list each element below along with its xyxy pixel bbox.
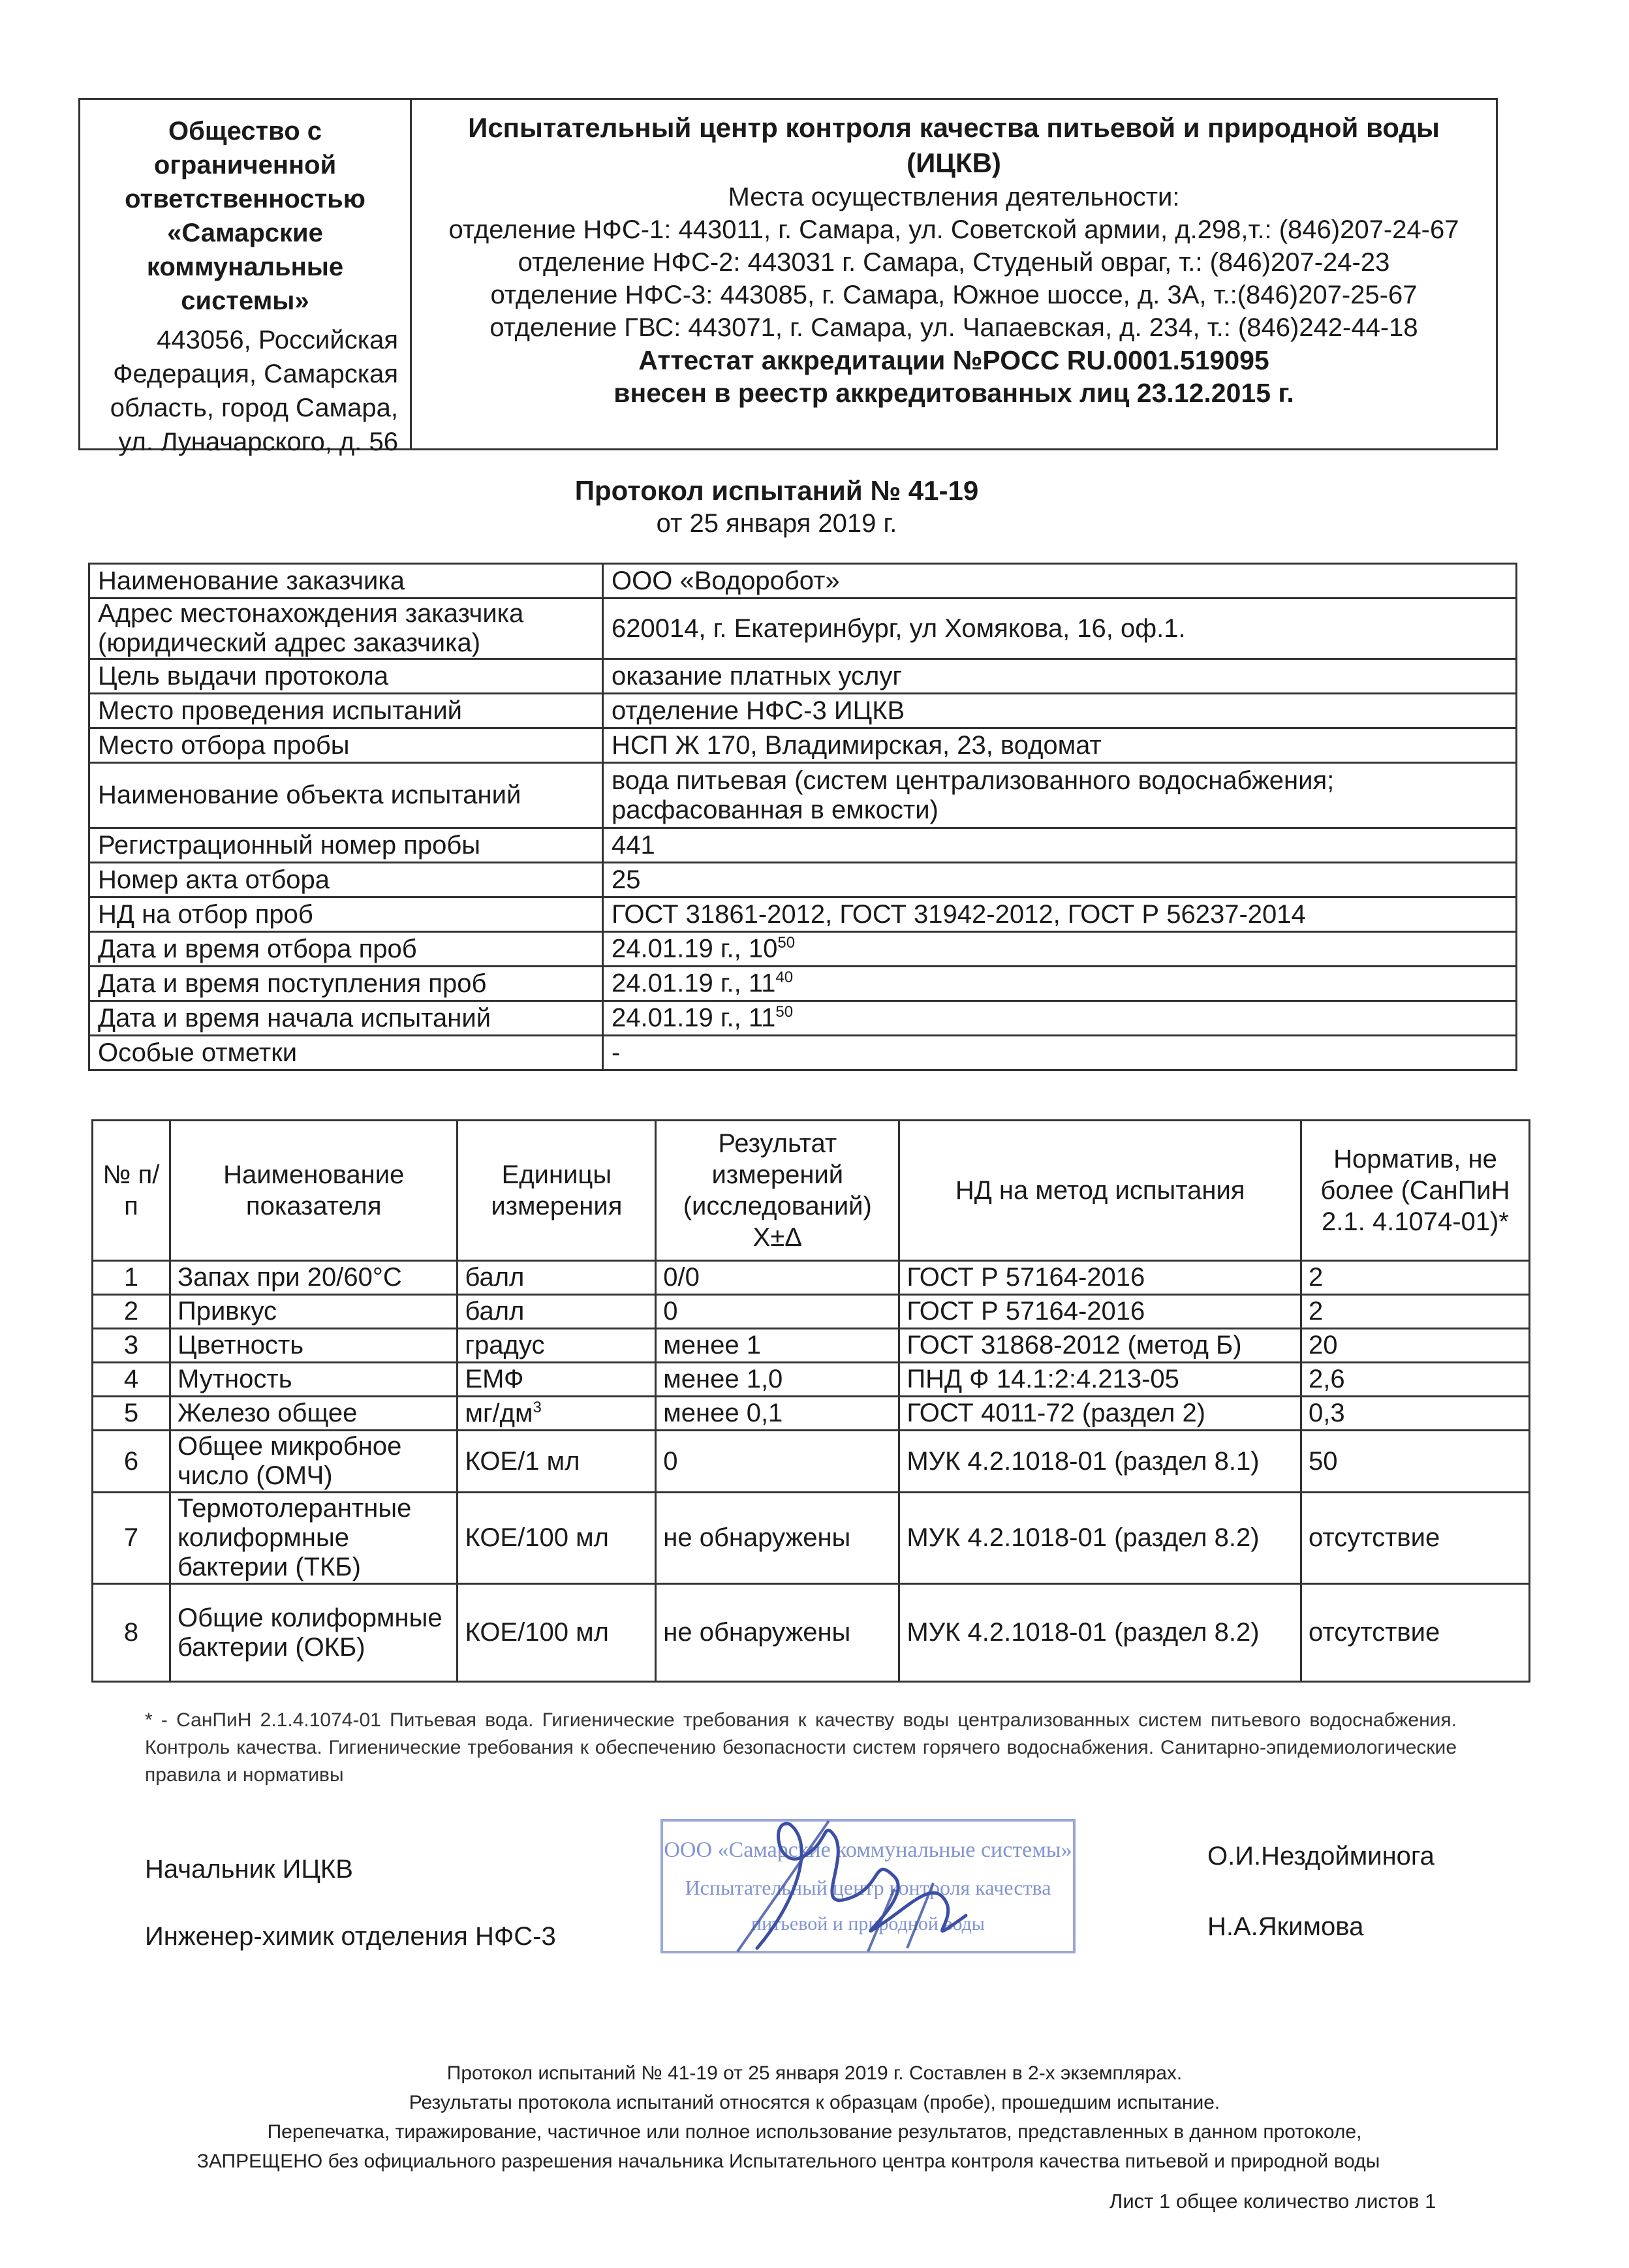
result-row	[93, 1363, 1530, 1397]
result-cell-method	[899, 1329, 1301, 1363]
result-name: Общее микробное число (ОМЧ)	[177, 1432, 402, 1490]
result-cell-method	[899, 1431, 1301, 1493]
info-value	[603, 897, 1517, 932]
result-cell-unit	[458, 1397, 656, 1431]
result-norm: 2	[1308, 1263, 1324, 1292]
col-header-unit: Единицы измерения	[458, 1121, 656, 1261]
info-key: Дата и время отбора проб	[89, 932, 603, 967]
info-row	[89, 828, 1517, 863]
sheet-counter: Лист 1 общее количество листов 1	[1109, 2190, 1436, 2213]
result-cell-unit	[458, 1295, 656, 1329]
result-unit: КОЕ/100 мл	[465, 1618, 609, 1647]
result-cell-result	[656, 1431, 899, 1493]
result-method: ГОСТ 4011-72 (раздел 2)	[907, 1399, 1206, 1427]
result-result: 0/0	[663, 1263, 700, 1292]
result-norm: 2	[1308, 1297, 1324, 1326]
result-cell-num	[93, 1295, 170, 1329]
result-unit: ЕМФ	[465, 1365, 524, 1393]
col-header-name: Наименование показателя	[170, 1121, 458, 1261]
result-cell-norm	[1301, 1431, 1529, 1493]
info-value-text: оказание платных услуг	[612, 661, 902, 691]
info-value	[603, 659, 1517, 694]
info-value	[603, 1036, 1517, 1070]
result-unit: мг/дм	[465, 1399, 533, 1428]
result-cell-method	[899, 1261, 1301, 1295]
info-row	[89, 694, 1517, 728]
info-value-text: 24.01.19 г., 11	[612, 1003, 776, 1033]
result-cell-num	[93, 1493, 170, 1584]
bottom-note: Перепечатка, тиражирование, частичное или полное использование результатов, представленных в данном протоколе,	[267, 2121, 1362, 2143]
result-norm: отсутствие	[1308, 1523, 1440, 1552]
info-value	[603, 828, 1517, 863]
result-result: 0	[663, 1446, 678, 1476]
result-method: МУК 4.2.1018-01 (раздел 8.2)	[907, 1618, 1260, 1647]
result-method: МУК 4.2.1018-01 (раздел 8.2)	[907, 1523, 1260, 1552]
info-key: НД на отбор проб	[89, 897, 603, 932]
stamp-line: ООО «Самарские коммунальные системы»	[664, 1838, 1072, 1862]
branch-line: отделение ГВС: 443071, г. Самара, ул. Чапаевская, д. 234, т.: (846)242-44-18	[489, 313, 1418, 342]
signature-name: Н.А.Якимова	[1207, 1912, 1364, 1941]
result-name: Запах при 20/60°С	[177, 1263, 402, 1292]
info-row	[89, 763, 1517, 828]
info-value	[603, 564, 1517, 598]
info-key: Дата и время начала испытаний	[89, 1001, 603, 1036]
result-cell-norm	[1301, 1329, 1529, 1363]
info-key: Дата и время поступления проб	[89, 967, 603, 1001]
result-method: МУК 4.2.1018-01 (раздел 8.1)	[907, 1446, 1260, 1476]
result-cell-norm	[1301, 1261, 1529, 1295]
result-cell-name	[170, 1584, 458, 1682]
result-unit: КОЕ/100 мл	[465, 1523, 609, 1552]
result-name: Мутность	[177, 1365, 292, 1393]
result-cell-result	[656, 1261, 899, 1295]
result-norm: отсутствие	[1308, 1618, 1440, 1647]
protocol-title: Протокол испытаний № 41-19	[574, 475, 979, 506]
info-row	[89, 598, 1517, 659]
info-value	[603, 694, 1517, 728]
info-row	[89, 932, 1517, 967]
time-minutes: 50	[777, 934, 796, 952]
result-cell-method	[899, 1493, 1301, 1584]
info-value-text: ГОСТ 31861-2012, ГОСТ 31942-2012, ГОСТ Р 56237-2014	[612, 899, 1306, 929]
info-value-text: 25	[612, 865, 641, 894]
stamp-line: Испытательный центр контроля качества	[685, 1876, 1051, 1899]
info-value-text: 441	[612, 830, 655, 860]
branch-line: отделение НФС-2: 443031 г. Самара, Студеный овраг, т.: (846)207-24-23	[518, 248, 1390, 277]
result-norm: 20	[1308, 1331, 1338, 1359]
result-norm: 50	[1308, 1446, 1338, 1476]
result-name: Цветность	[177, 1331, 304, 1359]
result-row	[93, 1584, 1530, 1682]
result-cell-unit	[458, 1584, 656, 1682]
info-value-text: 620014, г. Екатеринбург, ул Хомякова, 16, оф.1.	[612, 614, 1186, 643]
info-row	[89, 728, 1517, 763]
info-value	[603, 763, 1517, 828]
info-row	[89, 897, 1517, 932]
result-norm: 0,3	[1308, 1399, 1345, 1427]
info-key: Цель выдачи протокола	[89, 659, 603, 694]
result-cell-unit	[458, 1431, 656, 1493]
test-center-abbr: (ИЦКВ)	[907, 148, 1001, 178]
results-header-row	[93, 1121, 1530, 1261]
result-method: ПНД Ф 14.1:2:4.213-05	[907, 1365, 1179, 1393]
time-minutes: 50	[775, 1003, 794, 1021]
result-unit: градус	[465, 1331, 545, 1359]
result-norm: 2,6	[1308, 1365, 1345, 1393]
result-result: менее 1	[663, 1331, 761, 1359]
organization-address: 443056, Российская Федерация, Самарская область, город Самара, ул. Луначарского, д. 56	[110, 326, 398, 456]
info-value-text: отделение НФС-3 ИЦКВ	[612, 696, 905, 725]
result-name: Термотолерантные колиформные бактерии (ТКБ)	[177, 1494, 412, 1581]
info-key: Место отбора пробы	[89, 728, 603, 763]
result-unit: балл	[465, 1263, 525, 1292]
sample-info-table	[88, 563, 1517, 1071]
result-cell-unit	[458, 1493, 656, 1584]
result-cell-name	[170, 1493, 458, 1584]
result-cell-norm	[1301, 1493, 1529, 1584]
result-num: 6	[123, 1446, 139, 1476]
time-minutes: 40	[775, 969, 794, 987]
result-row	[93, 1431, 1530, 1493]
info-value-text: 24.01.19 г., 11	[612, 969, 776, 998]
result-row	[93, 1397, 1530, 1431]
info-key: Особые отметки	[89, 1036, 603, 1070]
info-row	[89, 1036, 1517, 1070]
result-cell-name	[170, 1295, 458, 1329]
footnote: * - СанПиН 2.1.4.1074-01 Питьевая вода. Гигиенические требования к качеству воды централизованных систем питьевого водоснабжения. Контроль качества. Гигиенические требования к обеспечению безопасности систем горячего водоснабжения. Санитарно-эпидемиологические правила и нормативы	[145, 1709, 1457, 1786]
result-cell-method	[899, 1363, 1301, 1397]
accreditation-registry: внесен в реестр аккредитованных лиц 23.12.2015 г.	[613, 378, 1294, 408]
info-key: Адрес местонахождения заказчика (юридический адрес заказчика)	[89, 598, 603, 659]
info-row	[89, 1001, 1517, 1036]
result-cell-norm	[1301, 1363, 1529, 1397]
result-cell-result	[656, 1295, 899, 1329]
info-row	[89, 564, 1517, 598]
result-num: 1	[123, 1263, 139, 1292]
result-result: не обнаружены	[663, 1523, 851, 1552]
result-method: ГОСТ Р 57164-2016	[907, 1297, 1145, 1326]
accreditation-line: Аттестат аккредитации №РОСС RU.0001.519095	[638, 345, 1269, 375]
test-center-title: Испытательный центр контроля качества питьевой и природной воды	[468, 112, 1440, 143]
info-value-text: -	[612, 1038, 621, 1067]
info-value	[603, 598, 1517, 659]
info-key: Место проведения испытаний	[89, 694, 603, 728]
unit-exponent: 3	[533, 1398, 542, 1416]
result-num: 3	[123, 1331, 139, 1359]
result-cell-num	[93, 1363, 170, 1397]
result-num: 2	[123, 1297, 139, 1326]
organization-name: Общество с ограниченной ответственностью «Самарские коммунальные системы»	[125, 117, 365, 315]
col-header-num: № п/п	[93, 1121, 170, 1261]
col-header-method: НД на метод испытания	[899, 1121, 1301, 1261]
signature-role: Инженер-химик отделения НФС-3	[145, 1922, 556, 1951]
info-value-text: 24.01.19 г., 10	[612, 934, 778, 963]
result-cell-unit	[458, 1329, 656, 1363]
signature-role: Начальник ИЦКВ	[145, 1855, 353, 1884]
result-cell-result	[656, 1493, 899, 1584]
result-row	[93, 1295, 1530, 1329]
result-cell-unit	[458, 1363, 656, 1397]
protocol-date: от 25 января 2019 г.	[656, 509, 897, 538]
result-num: 7	[123, 1523, 139, 1552]
result-cell-result	[656, 1329, 899, 1363]
result-name: Общие колиформные бактерии (ОКБ)	[177, 1603, 442, 1662]
info-key: Регистрационный номер пробы	[89, 828, 603, 863]
result-method: ГОСТ Р 57164-2016	[907, 1263, 1145, 1292]
info-row	[89, 659, 1517, 694]
result-cell-name	[170, 1329, 458, 1363]
result-cell-method	[899, 1295, 1301, 1329]
info-value-text: ООО «Водоробот»	[612, 566, 840, 595]
info-value	[603, 932, 1517, 967]
signature-name: О.И.Нездойминога	[1207, 1842, 1435, 1871]
result-cell-name	[170, 1431, 458, 1493]
result-cell-norm	[1301, 1397, 1529, 1431]
info-value-text: вода питьевая (систем централизованного водоснабжения; расфасованная в емкости)	[612, 766, 1335, 824]
result-cell-norm	[1301, 1584, 1529, 1682]
result-cell-num	[93, 1431, 170, 1493]
result-num: 4	[123, 1365, 139, 1393]
col-header-result: Результат измерений (исследований) Х±Δ	[656, 1121, 899, 1261]
result-cell-result	[656, 1363, 899, 1397]
result-result: менее 0,1	[663, 1399, 783, 1427]
document-header	[78, 98, 1498, 456]
result-result: не обнаружены	[663, 1618, 851, 1647]
info-value-text: НСП Ж 170, Владимирская, 23, водомат	[612, 730, 1102, 760]
result-cell-num	[93, 1584, 170, 1682]
bottom-note: Протокол испытаний № 41-19 от 25 января 2019 г. Составлен в 2-х экземплярах.	[446, 2062, 1183, 2084]
result-cell-result	[656, 1397, 899, 1431]
result-cell-method	[899, 1584, 1301, 1682]
result-cell-unit	[458, 1261, 656, 1295]
organization-block	[80, 100, 412, 456]
result-unit: балл	[465, 1297, 525, 1326]
info-key: Наименование заказчика	[89, 564, 603, 598]
bottom-note: Результаты протокола испытаний относятся к образцам (пробе), прошедшим испытание.	[409, 2092, 1220, 2113]
info-row	[89, 863, 1517, 897]
result-num: 5	[123, 1399, 139, 1427]
test-center-block	[412, 100, 1496, 448]
stamp-line: питьевой и природной воды	[751, 1913, 985, 1934]
col-header-norm: Норматив, не более (СанПиН 2.1. 4.1074-01)*	[1301, 1121, 1529, 1261]
result-cell-result	[656, 1584, 899, 1682]
bottom-note: ЗАПРЕЩЕНО без официального разрешения начальника Испытательного центра контроля качества питьевой и природной воды	[196, 2151, 1380, 2172]
result-unit: КОЕ/1 мл	[465, 1446, 580, 1476]
info-value	[603, 728, 1517, 763]
result-name: Железо общее	[177, 1399, 358, 1427]
result-cell-name	[170, 1261, 458, 1295]
result-cell-name	[170, 1397, 458, 1431]
result-row	[93, 1493, 1530, 1584]
result-result: 0	[663, 1297, 678, 1326]
result-cell-norm	[1301, 1295, 1529, 1329]
result-num: 8	[123, 1618, 139, 1647]
result-row	[93, 1329, 1530, 1363]
info-key: Номер акта отбора	[89, 863, 603, 897]
result-name: Привкус	[177, 1297, 277, 1326]
places-label: Места осуществления деятельности:	[728, 183, 1180, 211]
info-row	[89, 967, 1517, 1001]
result-row	[93, 1261, 1530, 1295]
result-cell-name	[170, 1363, 458, 1397]
result-cell-num	[93, 1329, 170, 1363]
result-cell-num	[93, 1397, 170, 1431]
stamp-with-signature	[659, 1818, 1077, 1955]
info-value	[603, 863, 1517, 897]
result-method: ГОСТ 31868-2012 (метод Б)	[907, 1331, 1242, 1359]
info-value	[603, 1001, 1517, 1036]
result-result: менее 1,0	[663, 1365, 783, 1393]
info-key: Наименование объекта испытаний	[89, 763, 603, 828]
result-cell-num	[93, 1261, 170, 1295]
info-value	[603, 967, 1517, 1001]
branch-line: отделение НФС-1: 443011, г. Самара, ул. Советской армии, д.298,т.: (846)207-24-67	[448, 215, 1459, 244]
results-table	[91, 1119, 1530, 1683]
branch-line: отделение НФС-3: 443085, г. Самара, Южное шоссе, д. 3А, т.:(846)207-25-67	[490, 281, 1418, 309]
result-cell-method	[899, 1397, 1301, 1431]
